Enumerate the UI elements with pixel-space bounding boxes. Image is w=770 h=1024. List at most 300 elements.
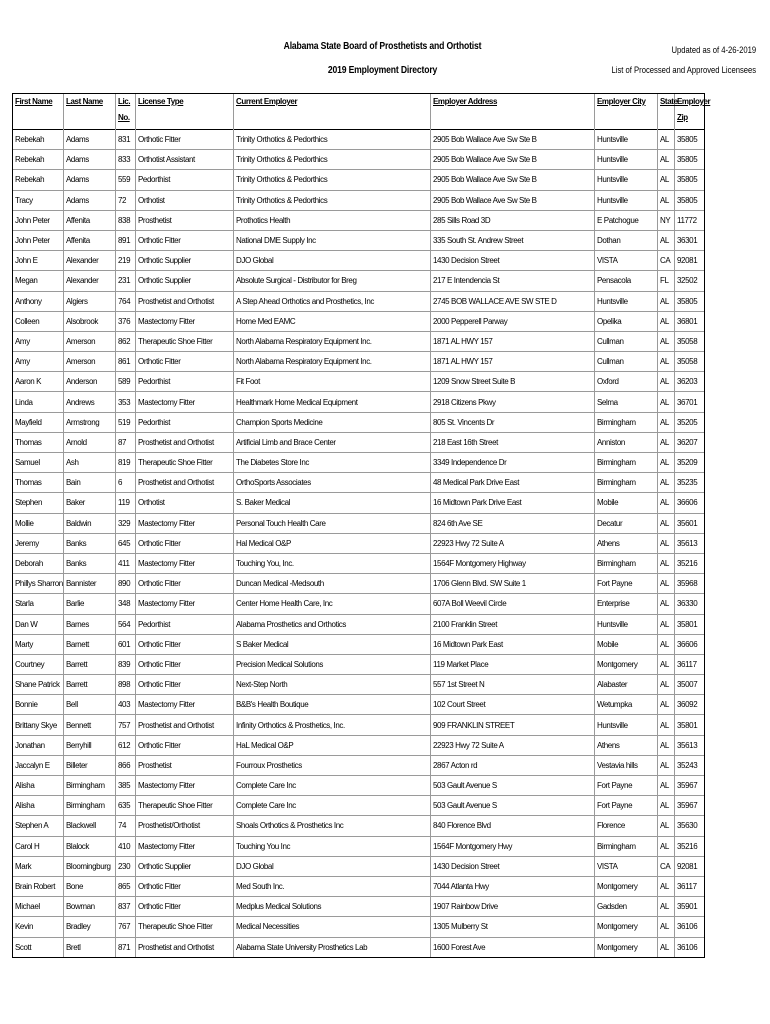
- cell-first-name: Rebekah: [13, 170, 64, 190]
- table-row: [13, 856, 705, 876]
- cell-first-name: Starla: [13, 594, 64, 614]
- list-note: List of Processed and Approved Licensees: [611, 65, 756, 75]
- cell-current-employer: Absolute Surgical - Distributor for Breg: [234, 271, 431, 291]
- cell-license-type: Orthotic Supplier: [136, 271, 234, 291]
- cell-state: AL: [658, 130, 675, 150]
- cell-license-type: Orthotic Supplier: [136, 251, 234, 271]
- cell-license-type: Pedorthist: [136, 170, 234, 190]
- cell-current-employer: A Step Ahead Orthotics and Prosthetics, Inc: [234, 291, 431, 311]
- cell-employer-address: 22923 Hwy 72 Suite A: [431, 735, 595, 755]
- cell-current-employer: Precision Medical Solutions: [234, 654, 431, 674]
- cell-employer-city: Montgomery: [595, 654, 658, 674]
- cell-current-employer: HaL Medical O&P: [234, 735, 431, 755]
- cell-employer-address: 7044 Atlanta Hwy: [431, 876, 595, 896]
- cell-first-name: Stephen: [13, 493, 64, 513]
- cell-license-type: Prosthetist and Orthotist: [136, 291, 234, 311]
- cell-employer-zip: 35205: [675, 412, 705, 432]
- cell-current-employer: Shoals Orthotics & Prosthetics Inc: [234, 816, 431, 836]
- cell-employer-zip: 32502: [675, 271, 705, 291]
- cell-employer-address: 805 St. Vincents Dr: [431, 412, 595, 432]
- table-row: [13, 372, 705, 392]
- cell-first-name: John Peter: [13, 210, 64, 230]
- cell-state: AL: [658, 150, 675, 170]
- cell-license-type: Prosthetist and Orthotist: [136, 432, 234, 452]
- document-title: Alabama State Board of Prosthetists and Orthotist: [283, 40, 482, 52]
- table-row: [13, 150, 705, 170]
- table-row: [13, 735, 705, 755]
- cell-employer-address: 16 Midtown Park East: [431, 634, 595, 654]
- table-row: [13, 917, 705, 937]
- cell-employer-address: 1430 Decision Street: [431, 251, 595, 271]
- table-row: [13, 331, 705, 351]
- cell-employer-zip: 35805: [675, 130, 705, 150]
- cell-current-employer: Trinity Orthotics & Pedorthics: [234, 130, 431, 150]
- cell-employer-address: 1564F Montgomery Highway: [431, 553, 595, 573]
- cell-last-name: Blackwell: [64, 816, 116, 836]
- cell-license-type: Orthotic Fitter: [136, 533, 234, 553]
- cell-employer-address: 119 Market Place: [431, 654, 595, 674]
- cell-employer-city: Mobile: [595, 493, 658, 513]
- cell-first-name: Brittany Skye: [13, 715, 64, 735]
- cell-state: AL: [658, 331, 675, 351]
- cell-employer-address: 2745 BOB WALLACE AVE SW STE D: [431, 291, 595, 311]
- cell-employer-zip: 35216: [675, 553, 705, 573]
- cell-employer-address: 1430 Decision Street: [431, 856, 595, 876]
- cell-current-employer: S. Baker Medical: [234, 493, 431, 513]
- cell-first-name: Jonathan: [13, 735, 64, 755]
- cell-employer-city: Huntsville: [595, 291, 658, 311]
- cell-license-type: Orthotist Assistant: [136, 150, 234, 170]
- cell-current-employer: Hal Medical O&P: [234, 533, 431, 553]
- cell-license-number: 410: [116, 836, 136, 856]
- cell-license-number: 838: [116, 210, 136, 230]
- cell-employer-city: Montgomery: [595, 937, 658, 957]
- table-row: [13, 897, 705, 917]
- cell-license-type: Prosthetist and Orthotist: [136, 715, 234, 735]
- cell-employer-city: Alabaster: [595, 675, 658, 695]
- cell-license-number: 871: [116, 937, 136, 957]
- cell-state: AL: [658, 473, 675, 493]
- cell-first-name: John E: [13, 251, 64, 271]
- cell-employer-address: 2905 Bob Wallace Ave Sw Ste B: [431, 190, 595, 210]
- cell-license-number: 833: [116, 150, 136, 170]
- cell-first-name: Rebekah: [13, 150, 64, 170]
- cell-last-name: Adams: [64, 190, 116, 210]
- cell-employer-zip: 35967: [675, 796, 705, 816]
- cell-last-name: Bretl: [64, 937, 116, 957]
- cell-employer-zip: 35967: [675, 776, 705, 796]
- table-body: [13, 130, 705, 958]
- cell-state: AL: [658, 553, 675, 573]
- cell-state: AL: [658, 816, 675, 836]
- cell-state: AL: [658, 836, 675, 856]
- cell-employer-city: Florence: [595, 816, 658, 836]
- cell-current-employer: Prothotics Health: [234, 210, 431, 230]
- cell-current-employer: Fit Foot: [234, 372, 431, 392]
- cell-last-name: Banks: [64, 533, 116, 553]
- cell-employer-city: Montgomery: [595, 876, 658, 896]
- cell-employer-city: Dothan: [595, 230, 658, 250]
- cell-last-name: Andrews: [64, 392, 116, 412]
- cell-state: AL: [658, 614, 675, 634]
- cell-current-employer: Personal Touch Health Care: [234, 513, 431, 533]
- cell-employer-address: 840 Florence Blvd: [431, 816, 595, 836]
- table-row: [13, 776, 705, 796]
- cell-license-type: Orthotic Fitter: [136, 675, 234, 695]
- cell-employer-zip: 35805: [675, 190, 705, 210]
- cell-employer-address: 1564F Montgomery Hwy: [431, 836, 595, 856]
- cell-license-type: Orthotic Supplier: [136, 856, 234, 876]
- cell-employer-zip: 36801: [675, 311, 705, 331]
- cell-employer-city: Mobile: [595, 634, 658, 654]
- cell-license-type: Prosthetist and Orthotist: [136, 937, 234, 957]
- cell-license-number: 559: [116, 170, 136, 190]
- cell-first-name: Linda: [13, 392, 64, 412]
- cell-state: CA: [658, 251, 675, 271]
- cell-current-employer: Touching You, Inc.: [234, 553, 431, 573]
- cell-employer-address: 2905 Bob Wallace Ave Sw Ste B: [431, 170, 595, 190]
- cell-license-number: 837: [116, 897, 136, 917]
- cell-employer-zip: 36330: [675, 594, 705, 614]
- cell-last-name: Ash: [64, 453, 116, 473]
- cell-employer-address: 2867 Acton rd: [431, 755, 595, 775]
- cell-employer-zip: 11772: [675, 210, 705, 230]
- cell-state: FL: [658, 271, 675, 291]
- cell-state: AL: [658, 230, 675, 250]
- table-row: [13, 614, 705, 634]
- table-row: [13, 392, 705, 412]
- cell-employer-city: Wetumpka: [595, 695, 658, 715]
- cell-first-name: Scott: [13, 937, 64, 957]
- cell-employer-zip: 36301: [675, 230, 705, 250]
- cell-current-employer: North Alabama Respiratory Equipment Inc.: [234, 352, 431, 372]
- cell-first-name: Shane Patrick: [13, 675, 64, 695]
- cell-state: AL: [658, 453, 675, 473]
- cell-state: AL: [658, 897, 675, 917]
- cell-last-name: Baker: [64, 493, 116, 513]
- cell-license-number: 74: [116, 816, 136, 836]
- cell-first-name: Amy: [13, 331, 64, 351]
- cell-employer-address: 909 FRANKLIN STREET: [431, 715, 595, 735]
- header-employer-zip: Employer Zip: [675, 94, 705, 130]
- cell-employer-address: 48 Medical Park Drive East: [431, 473, 595, 493]
- cell-employer-address: 285 Sills Road 3D: [431, 210, 595, 230]
- cell-license-number: 348: [116, 594, 136, 614]
- cell-first-name: Thomas: [13, 473, 64, 493]
- cell-last-name: Bloomingburg: [64, 856, 116, 876]
- cell-last-name: Affenita: [64, 210, 116, 230]
- cell-current-employer: S Baker Medical: [234, 634, 431, 654]
- table-row: [13, 937, 705, 957]
- table-row: [13, 513, 705, 533]
- cell-last-name: Adams: [64, 150, 116, 170]
- cell-employer-zip: 36117: [675, 654, 705, 674]
- cell-employer-zip: 35901: [675, 897, 705, 917]
- cell-employer-city: VISTA: [595, 856, 658, 876]
- cell-current-employer: North Alabama Respiratory Equipment Inc.: [234, 331, 431, 351]
- cell-employer-address: 1907 Rainbow Drive: [431, 897, 595, 917]
- cell-employer-zip: 36106: [675, 917, 705, 937]
- cell-first-name: Courtney: [13, 654, 64, 674]
- cell-first-name: Aaron K: [13, 372, 64, 392]
- cell-last-name: Barrett: [64, 675, 116, 695]
- cell-current-employer: Medical Necessities: [234, 917, 431, 937]
- cell-state: AL: [658, 695, 675, 715]
- cell-employer-zip: 36117: [675, 876, 705, 896]
- cell-current-employer: Alabama State University Prosthetics Lab: [234, 937, 431, 957]
- cell-last-name: Algiers: [64, 291, 116, 311]
- cell-license-type: Orthotic Fitter: [136, 574, 234, 594]
- cell-license-type: Pedorthist: [136, 372, 234, 392]
- cell-employer-zip: 35209: [675, 453, 705, 473]
- cell-current-employer: Complete Care Inc: [234, 776, 431, 796]
- cell-current-employer: The Diabetes Store Inc: [234, 453, 431, 473]
- cell-current-employer: Champion Sports Medicine: [234, 412, 431, 432]
- cell-current-employer: DJO Global: [234, 251, 431, 271]
- cell-employer-address: 22923 Hwy 72 Suite A: [431, 533, 595, 553]
- cell-license-type: Orthotic Fitter: [136, 897, 234, 917]
- table-row: [13, 695, 705, 715]
- table-header-row: [13, 94, 705, 130]
- cell-current-employer: Med South Inc.: [234, 876, 431, 896]
- cell-license-number: 612: [116, 735, 136, 755]
- cell-state: AL: [658, 715, 675, 735]
- cell-license-number: 403: [116, 695, 136, 715]
- header-last-name: Last Name: [64, 94, 116, 130]
- cell-license-type: Therapeutic Shoe Fitter: [136, 331, 234, 351]
- cell-license-number: 411: [116, 553, 136, 573]
- cell-license-type: Orthotic Fitter: [136, 735, 234, 755]
- cell-employer-address: 16 Midtown Park Drive East: [431, 493, 595, 513]
- cell-license-number: 231: [116, 271, 136, 291]
- cell-license-type: Prosthetist and Orthotist: [136, 473, 234, 493]
- cell-license-number: 819: [116, 453, 136, 473]
- document-subtitle: 2019 Employment Directory: [327, 64, 438, 76]
- cell-first-name: Alisha: [13, 776, 64, 796]
- cell-employer-address: 1600 Forest Ave: [431, 937, 595, 957]
- cell-employer-city: Pensacola: [595, 271, 658, 291]
- cell-last-name: Blalock: [64, 836, 116, 856]
- cell-current-employer: Complete Care Inc: [234, 796, 431, 816]
- cell-license-type: Mastectomy Fitter: [136, 776, 234, 796]
- cell-first-name: Thomas: [13, 432, 64, 452]
- cell-state: AL: [658, 311, 675, 331]
- cell-employer-city: Decatur: [595, 513, 658, 533]
- cell-first-name: Anthony: [13, 291, 64, 311]
- cell-current-employer: Artificial Limb and Brace Center: [234, 432, 431, 452]
- cell-first-name: Amy: [13, 352, 64, 372]
- cell-state: AL: [658, 776, 675, 796]
- cell-license-number: 862: [116, 331, 136, 351]
- cell-first-name: Kevin: [13, 917, 64, 937]
- cell-employer-zip: 35007: [675, 675, 705, 695]
- cell-employer-city: Athens: [595, 735, 658, 755]
- cell-license-number: 385: [116, 776, 136, 796]
- cell-license-type: Prosthetist: [136, 755, 234, 775]
- cell-license-number: 72: [116, 190, 136, 210]
- cell-employer-city: Fort Payne: [595, 574, 658, 594]
- table-row: [13, 352, 705, 372]
- cell-last-name: Banks: [64, 553, 116, 573]
- cell-employer-city: E Patchogue: [595, 210, 658, 230]
- table-row: [13, 796, 705, 816]
- cell-state: AL: [658, 634, 675, 654]
- cell-last-name: Arnold: [64, 432, 116, 452]
- cell-employer-city: Montgomery: [595, 917, 658, 937]
- table-row: [13, 170, 705, 190]
- cell-employer-zip: 35968: [675, 574, 705, 594]
- cell-employer-address: 2918 Citizens Pkwy: [431, 392, 595, 412]
- cell-license-number: 764: [116, 291, 136, 311]
- cell-license-number: 601: [116, 634, 136, 654]
- cell-employer-address: 102 Court Street: [431, 695, 595, 715]
- cell-state: AL: [658, 352, 675, 372]
- table-row: [13, 453, 705, 473]
- cell-current-employer: Home Med EAMC: [234, 311, 431, 331]
- cell-first-name: Deborah: [13, 553, 64, 573]
- cell-employer-zip: 36606: [675, 493, 705, 513]
- cell-current-employer: Healthmark Home Medical Equipment: [234, 392, 431, 412]
- cell-last-name: Bowman: [64, 897, 116, 917]
- document-title-block: [250, 40, 515, 76]
- cell-employer-address: 335 South St. Andrew Street: [431, 230, 595, 250]
- table-row: [13, 715, 705, 735]
- cell-first-name: Michael: [13, 897, 64, 917]
- cell-license-type: Therapeutic Shoe Fitter: [136, 453, 234, 473]
- cell-first-name: Samuel: [13, 453, 64, 473]
- cell-state: AL: [658, 654, 675, 674]
- cell-first-name: Stephen A: [13, 816, 64, 836]
- cell-employer-city: Huntsville: [595, 715, 658, 735]
- cell-employer-address: 1871 AL HWY 157: [431, 331, 595, 351]
- cell-state: AL: [658, 291, 675, 311]
- cell-last-name: Amerson: [64, 352, 116, 372]
- cell-employer-city: Vestavia hills: [595, 755, 658, 775]
- cell-first-name: Alisha: [13, 796, 64, 816]
- table-row: [13, 271, 705, 291]
- table-row: [13, 533, 705, 553]
- cell-current-employer: Trinity Orthotics & Pedorthics: [234, 190, 431, 210]
- cell-license-number: 589: [116, 372, 136, 392]
- cell-employer-city: Huntsville: [595, 190, 658, 210]
- cell-last-name: Amerson: [64, 331, 116, 351]
- table-row: [13, 291, 705, 311]
- cell-first-name: Megan: [13, 271, 64, 291]
- cell-first-name: Mark: [13, 856, 64, 876]
- cell-state: AL: [658, 755, 675, 775]
- cell-employer-address: 557 1st Street N: [431, 675, 595, 695]
- cell-license-type: Mastectomy Fitter: [136, 311, 234, 331]
- header-license-number: Lic. No.: [116, 94, 136, 130]
- cell-license-number: 757: [116, 715, 136, 735]
- cell-current-employer: Trinity Orthotics & Pedorthics: [234, 170, 431, 190]
- cell-license-type: Orthotic Fitter: [136, 634, 234, 654]
- table-row: [13, 473, 705, 493]
- cell-license-type: Mastectomy Fitter: [136, 836, 234, 856]
- cell-license-type: Orthotic Fitter: [136, 352, 234, 372]
- cell-license-number: 645: [116, 533, 136, 553]
- cell-license-number: 891: [116, 230, 136, 250]
- table-row: [13, 230, 705, 250]
- directory-table: [12, 93, 711, 958]
- cell-license-number: 564: [116, 614, 136, 634]
- cell-license-type: Orthotist: [136, 493, 234, 513]
- cell-license-number: 866: [116, 755, 136, 775]
- cell-state: AL: [658, 170, 675, 190]
- cell-first-name: Tracy: [13, 190, 64, 210]
- cell-license-type: Prosthetist: [136, 210, 234, 230]
- update-note-block: [611, 40, 756, 80]
- cell-first-name: Marty: [13, 634, 64, 654]
- table-row: [13, 836, 705, 856]
- cell-current-employer: Center Home Health Care, Inc: [234, 594, 431, 614]
- cell-license-type: Orthotist: [136, 190, 234, 210]
- cell-license-type: Mastectomy Fitter: [136, 392, 234, 412]
- cell-state: AL: [658, 392, 675, 412]
- cell-employer-city: Fort Payne: [595, 796, 658, 816]
- table-row: [13, 432, 705, 452]
- cell-last-name: Baldwin: [64, 513, 116, 533]
- cell-current-employer: DJO Global: [234, 856, 431, 876]
- cell-employer-city: Oxford: [595, 372, 658, 392]
- cell-last-name: Barrett: [64, 654, 116, 674]
- cell-state: AL: [658, 513, 675, 533]
- cell-license-number: 865: [116, 876, 136, 896]
- cell-employer-city: Cullman: [595, 331, 658, 351]
- cell-employer-address: 1305 Mulberry St: [431, 917, 595, 937]
- cell-first-name: John Peter: [13, 230, 64, 250]
- header-state: State: [658, 94, 675, 130]
- table-row: [13, 634, 705, 654]
- cell-last-name: Adams: [64, 170, 116, 190]
- cell-license-type: Orthotic Fitter: [136, 230, 234, 250]
- cell-state: NY: [658, 210, 675, 230]
- table-row: [13, 251, 705, 271]
- cell-license-number: 353: [116, 392, 136, 412]
- table-row: [13, 675, 705, 695]
- cell-license-number: 230: [116, 856, 136, 876]
- cell-employer-address: 503 Gault Avenue S: [431, 796, 595, 816]
- cell-last-name: Alsobrook: [64, 311, 116, 331]
- cell-employer-zip: 36207: [675, 432, 705, 452]
- cell-first-name: Dan W: [13, 614, 64, 634]
- cell-first-name: Rebekah: [13, 130, 64, 150]
- cell-employer-city: Athens: [595, 533, 658, 553]
- cell-current-employer: Next-Step North: [234, 675, 431, 695]
- table-row: [13, 130, 705, 150]
- cell-employer-zip: 35613: [675, 533, 705, 553]
- cell-employer-address: 2000 Pepperell Parway: [431, 311, 595, 331]
- cell-employer-zip: 35216: [675, 836, 705, 856]
- cell-license-number: 376: [116, 311, 136, 331]
- header-employer-city: Employer City: [595, 94, 658, 130]
- cell-employer-zip: 35601: [675, 513, 705, 533]
- cell-employer-zip: 35058: [675, 352, 705, 372]
- table-row: [13, 816, 705, 836]
- cell-first-name: Bonnie: [13, 695, 64, 715]
- cell-employer-city: Enterprise: [595, 594, 658, 614]
- cell-employer-city: Gadsden: [595, 897, 658, 917]
- table-row: [13, 654, 705, 674]
- cell-last-name: Affenita: [64, 230, 116, 250]
- cell-state: AL: [658, 574, 675, 594]
- cell-license-number: 219: [116, 251, 136, 271]
- cell-employer-zip: 35805: [675, 170, 705, 190]
- cell-license-number: 861: [116, 352, 136, 372]
- cell-employer-address: 824 6th Ave SE: [431, 513, 595, 533]
- cell-last-name: Anderson: [64, 372, 116, 392]
- cell-employer-city: Huntsville: [595, 614, 658, 634]
